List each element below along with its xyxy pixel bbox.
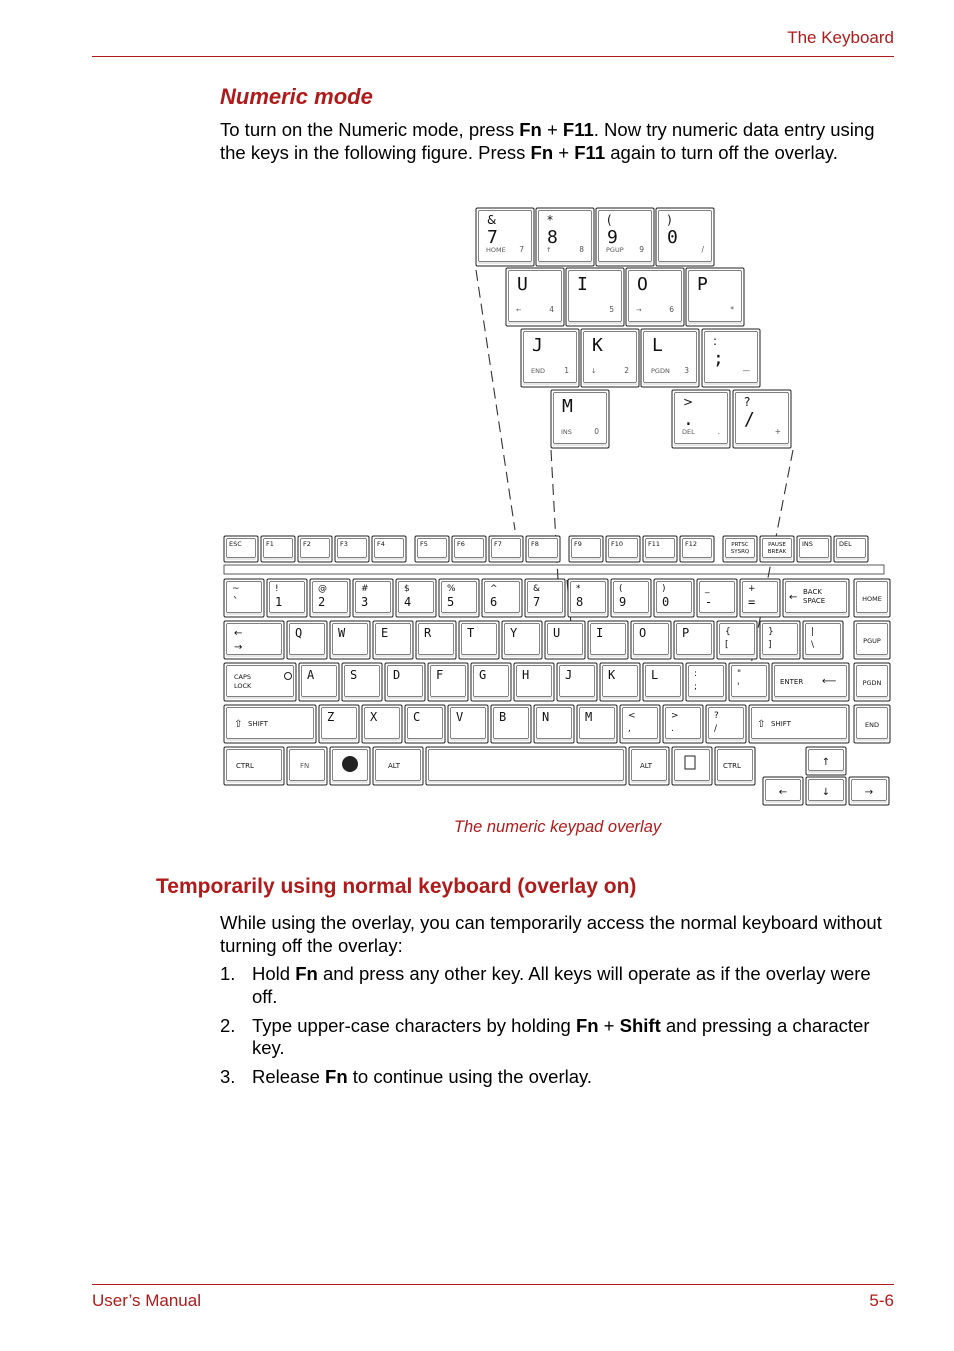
key-label: LOCK bbox=[234, 682, 252, 690]
key-label: → bbox=[864, 787, 874, 798]
key-label: F9 bbox=[574, 540, 582, 548]
key-label: INS bbox=[561, 428, 572, 436]
overlay-key bbox=[536, 208, 594, 266]
overlay-key bbox=[702, 329, 760, 387]
key-label: ↑ bbox=[821, 757, 831, 768]
overlay-on-intro: While using the overlay, you can temporarily access the normal keyboard without turning off the overlay: bbox=[220, 912, 882, 956]
key-label: ESC bbox=[229, 540, 242, 548]
key-label: . bbox=[683, 409, 694, 430]
key-label: + bbox=[748, 584, 756, 594]
key-label: — bbox=[742, 366, 750, 375]
keyboard-key bbox=[643, 663, 683, 701]
overlay-key bbox=[672, 390, 730, 448]
key-label: * bbox=[730, 305, 734, 314]
running-header: The Keyboard bbox=[787, 28, 894, 47]
keyboard-key bbox=[803, 621, 843, 659]
key-label: ← bbox=[234, 628, 243, 639]
key-label: PGDN bbox=[862, 679, 882, 687]
key-label: 3 bbox=[684, 366, 689, 375]
key-label: ^ bbox=[490, 584, 498, 594]
key-label: ? bbox=[714, 711, 719, 721]
key-label: 0 bbox=[662, 595, 670, 609]
keyboard-key bbox=[600, 663, 640, 701]
keyboard-key bbox=[405, 705, 445, 743]
key-label: X bbox=[370, 710, 378, 724]
keyboard-key bbox=[654, 579, 694, 617]
key-label: F4 bbox=[377, 540, 385, 548]
key-label: ] bbox=[768, 640, 772, 650]
keyboard-key bbox=[396, 579, 436, 617]
footer-manual: User’s Manual bbox=[92, 1291, 201, 1310]
key-label: $ bbox=[404, 584, 410, 594]
key-label: ; bbox=[694, 682, 698, 692]
key-label: SPACE bbox=[803, 597, 826, 605]
keyboard-key bbox=[663, 705, 703, 743]
key-label: INS bbox=[802, 540, 813, 548]
key-label: { bbox=[725, 627, 731, 637]
key-label: ALT bbox=[640, 762, 653, 770]
keyboard-key bbox=[224, 579, 264, 617]
key-label: = bbox=[748, 595, 756, 609]
key-label: - bbox=[705, 595, 713, 609]
key-label: 9 bbox=[619, 595, 627, 609]
keyboard-figure bbox=[218, 200, 898, 812]
overlay-key bbox=[521, 329, 579, 387]
key-label: F2 bbox=[303, 540, 311, 548]
key-label: ) bbox=[662, 584, 666, 594]
key-label: FN bbox=[300, 762, 310, 770]
keyboard-key bbox=[588, 621, 628, 659]
key-label: F3 bbox=[340, 540, 348, 548]
keyboard-key bbox=[353, 579, 393, 617]
key-label: ↓ bbox=[821, 787, 831, 798]
keyboard-key bbox=[502, 621, 542, 659]
key-label: F7 bbox=[494, 540, 502, 548]
key-label: 5 bbox=[609, 305, 614, 314]
keyboard-key bbox=[482, 579, 522, 617]
tab-key bbox=[224, 621, 284, 659]
key-label: P bbox=[697, 274, 708, 295]
spacebar-key bbox=[426, 747, 626, 785]
figure-caption: The numeric keypad overlay bbox=[453, 818, 662, 836]
key-label: F10 bbox=[611, 540, 624, 548]
key-label: 7 bbox=[519, 245, 524, 254]
key-label: 0 bbox=[594, 427, 599, 436]
keyboard-key bbox=[697, 579, 737, 617]
list-item: 3. Release Fn to continue using the overlay. bbox=[220, 1066, 593, 1087]
keyboard-key bbox=[706, 705, 746, 743]
key-label: ⇧ bbox=[757, 719, 766, 730]
key-label: ENTER bbox=[780, 678, 804, 686]
key-label: 7 bbox=[487, 227, 498, 248]
key-label: : bbox=[713, 334, 718, 348]
windows-logo-icon bbox=[342, 756, 358, 772]
key-label: K bbox=[592, 335, 603, 356]
keyboard-key bbox=[740, 579, 780, 617]
key-label: C bbox=[413, 710, 421, 724]
key-label: F bbox=[436, 668, 444, 682]
key-label: U bbox=[553, 626, 561, 640]
key-label: O bbox=[637, 274, 648, 295]
overlay-key bbox=[551, 390, 609, 448]
keyboard-key bbox=[471, 663, 511, 701]
indicator-strip bbox=[224, 565, 884, 574]
overlay-key bbox=[656, 208, 714, 266]
numeric-mode-paragraph: To turn on the Numeric mode, press Fn + F11. Now try numeric data entry using the keys in the following figure. Press Fn + F11 again to turn off the overlay. bbox=[220, 119, 875, 163]
key-label: 2 bbox=[318, 595, 326, 609]
key-label: % bbox=[447, 584, 456, 594]
keyboard-key bbox=[557, 663, 597, 701]
key-label: } bbox=[768, 627, 774, 637]
key-label: ( bbox=[619, 584, 623, 594]
key-label: ↑ bbox=[546, 246, 552, 254]
overlay-on-heading: Temporarily using normal keyboard (overlay on) bbox=[156, 875, 637, 898]
key-label: ↓ bbox=[591, 367, 597, 375]
keyboard-key bbox=[534, 705, 574, 743]
key-label: ⟵ bbox=[822, 676, 837, 687]
key-label: @ bbox=[318, 584, 327, 594]
key-label: SHIFT bbox=[771, 720, 791, 728]
key-label: BREAK bbox=[767, 549, 787, 555]
key-label: / bbox=[744, 409, 755, 430]
key-label: END bbox=[531, 367, 545, 375]
keyboard-key bbox=[717, 621, 757, 659]
key-label: CTRL bbox=[236, 762, 254, 770]
overlay-key bbox=[686, 268, 744, 326]
key-label: T bbox=[467, 626, 475, 640]
overlay-key bbox=[641, 329, 699, 387]
key-label: V bbox=[456, 710, 464, 724]
key-label: → bbox=[636, 306, 642, 314]
key-label: F12 bbox=[685, 540, 698, 548]
key-label: ? bbox=[744, 395, 751, 409]
key-label: & bbox=[533, 584, 541, 594]
key-label: HOME bbox=[862, 595, 882, 603]
keyboard-key bbox=[362, 705, 402, 743]
key-label: CAPS bbox=[234, 673, 252, 681]
key-label: J bbox=[532, 335, 543, 356]
keyboard-key bbox=[342, 663, 382, 701]
key-label: ← bbox=[516, 306, 522, 314]
key-label: F6 bbox=[457, 540, 465, 548]
key-label: * bbox=[576, 584, 581, 594]
key-label: L bbox=[652, 335, 663, 356]
overlay-key bbox=[596, 208, 654, 266]
key-label: F1 bbox=[266, 540, 274, 548]
key-label: H bbox=[522, 668, 530, 682]
keyboard-key bbox=[330, 621, 370, 659]
header-rule bbox=[92, 56, 894, 57]
key-label: D bbox=[393, 668, 401, 682]
keyboard-key bbox=[459, 621, 499, 659]
key-label: + bbox=[774, 427, 781, 436]
steps-list bbox=[220, 963, 900, 1095]
key-label: Q bbox=[295, 626, 303, 640]
key-label: ← bbox=[778, 787, 788, 798]
key-label: M bbox=[585, 710, 593, 724]
key-label: O bbox=[639, 626, 647, 640]
overlay-key bbox=[733, 390, 791, 448]
key-label: DEL bbox=[839, 540, 852, 548]
key-label: 4 bbox=[404, 595, 412, 609]
key-label: . bbox=[717, 427, 720, 436]
keyboard-key bbox=[611, 579, 651, 617]
key-label: 0 bbox=[667, 227, 678, 248]
keyboard-key bbox=[385, 663, 425, 701]
key-label: F11 bbox=[648, 540, 661, 548]
keyboard-key bbox=[439, 579, 479, 617]
key-label: CTRL bbox=[723, 762, 741, 770]
key-label: 3 bbox=[361, 595, 369, 609]
key-label: 7 bbox=[533, 595, 541, 609]
menu-key bbox=[672, 747, 712, 785]
key-label: ) bbox=[667, 213, 672, 227]
left-ctrl-key bbox=[224, 747, 284, 785]
key-label: 9 bbox=[607, 227, 618, 248]
key-label: 2 bbox=[624, 366, 629, 375]
key-label: A bbox=[307, 668, 315, 682]
key-label: PRTSC bbox=[731, 542, 749, 548]
keyboard-key bbox=[686, 663, 726, 701]
key-label: 8 bbox=[547, 227, 558, 248]
key-label: SHIFT bbox=[248, 720, 268, 728]
keyboard-key bbox=[299, 663, 339, 701]
keyboard-key bbox=[373, 621, 413, 659]
key-label: 4 bbox=[549, 305, 554, 314]
keyboard-key bbox=[514, 663, 554, 701]
key-label: ALT bbox=[388, 762, 401, 770]
key-label: * bbox=[547, 213, 553, 227]
key-label: DEL bbox=[682, 428, 695, 436]
key-label: 1 bbox=[275, 595, 283, 609]
key-label: F8 bbox=[531, 540, 539, 548]
key-label: \ bbox=[811, 640, 815, 650]
key-label: I bbox=[577, 274, 588, 295]
key-label: S bbox=[350, 668, 358, 682]
key-label: / bbox=[701, 245, 704, 254]
keyboard-key bbox=[674, 621, 714, 659]
key-label: I bbox=[596, 626, 604, 640]
key-label: : bbox=[694, 669, 698, 679]
keyboard-key bbox=[568, 579, 608, 617]
key-label: BACK bbox=[803, 588, 822, 596]
key-label: PGDN bbox=[651, 367, 670, 375]
key-label: 9 bbox=[639, 245, 644, 254]
key-label: G bbox=[479, 668, 487, 682]
overlay-key bbox=[626, 268, 684, 326]
list-item: 1. Hold Fn and press any other key. All keys will operate as if the overlay were off. bbox=[220, 963, 871, 1007]
key-label: E bbox=[381, 626, 389, 640]
overlay-key bbox=[566, 268, 624, 326]
key-label: Z bbox=[327, 710, 335, 724]
overlay-key bbox=[506, 268, 564, 326]
key-label: L bbox=[651, 668, 659, 682]
footer-rule bbox=[92, 1284, 894, 1285]
keyboard-key bbox=[428, 663, 468, 701]
key-label: F5 bbox=[420, 540, 428, 548]
keyboard-key bbox=[448, 705, 488, 743]
keyboard-key bbox=[577, 705, 617, 743]
key-label: B bbox=[499, 710, 507, 724]
key-label: . bbox=[671, 724, 674, 734]
key-label: ! bbox=[275, 584, 279, 594]
key-label: M bbox=[562, 396, 573, 417]
keyboard-key bbox=[760, 621, 800, 659]
list-item: 2. Type upper-case characters by holding Fn + Shift and pressing a character key. bbox=[220, 1014, 870, 1058]
key-label: # bbox=[361, 584, 369, 594]
key-label: P bbox=[682, 626, 690, 640]
key-label: " bbox=[737, 669, 742, 679]
key-label: 6 bbox=[669, 305, 674, 314]
key-label: PGUP bbox=[606, 246, 624, 254]
key-label: / bbox=[714, 724, 718, 734]
key-label: END bbox=[865, 721, 879, 729]
key-label: SYSRQ bbox=[730, 549, 750, 555]
keyboard-key bbox=[631, 621, 671, 659]
key-label: ~ bbox=[232, 584, 240, 594]
key-label: , bbox=[628, 724, 631, 734]
key-label: ( bbox=[607, 213, 612, 227]
key-label: J bbox=[565, 668, 573, 682]
key-label: [ bbox=[725, 640, 729, 650]
overlay-key bbox=[581, 329, 639, 387]
keyboard-key bbox=[525, 579, 565, 617]
key-label: ← bbox=[789, 592, 798, 603]
key-label: U bbox=[517, 274, 528, 295]
key-label: W bbox=[338, 626, 346, 640]
key-label: > bbox=[683, 395, 694, 409]
key-label: N bbox=[542, 710, 550, 724]
key-label: → bbox=[234, 642, 243, 653]
key-label: ⇧ bbox=[234, 719, 243, 730]
key-label: 6 bbox=[490, 595, 498, 609]
keyboard-key bbox=[729, 663, 769, 701]
page-number: 5-6 bbox=[869, 1291, 894, 1310]
overlay-key bbox=[476, 208, 534, 266]
key-label: | bbox=[811, 627, 815, 637]
key-label: ; bbox=[713, 348, 724, 369]
key-label: HOME bbox=[486, 246, 506, 254]
key-label: ` bbox=[232, 595, 240, 609]
keyboard-key bbox=[287, 621, 327, 659]
keyboard-key bbox=[416, 621, 456, 659]
key-label: > bbox=[671, 711, 679, 721]
key-label: 8 bbox=[579, 245, 584, 254]
numeric-mode-heading: Numeric mode bbox=[220, 84, 373, 109]
key-label: < bbox=[628, 711, 636, 721]
key-label: 5 bbox=[447, 595, 455, 609]
keyboard-key bbox=[620, 705, 660, 743]
keyboard-diagram bbox=[218, 200, 898, 812]
key-label: PGUP bbox=[863, 637, 881, 645]
keyboard-key bbox=[267, 579, 307, 617]
keyboard-key bbox=[319, 705, 359, 743]
key-label: 8 bbox=[576, 595, 584, 609]
key-label: 1 bbox=[564, 366, 569, 375]
keyboard-key bbox=[491, 705, 531, 743]
keyboard-key bbox=[545, 621, 585, 659]
key-label: & bbox=[487, 213, 497, 227]
key-label: Y bbox=[510, 626, 518, 640]
key-label: ' bbox=[737, 682, 740, 692]
key-label: _ bbox=[705, 584, 710, 594]
keyboard-key bbox=[310, 579, 350, 617]
key-label: R bbox=[424, 626, 432, 640]
key-label: PAUSE bbox=[768, 542, 786, 548]
key-label: K bbox=[608, 668, 616, 682]
